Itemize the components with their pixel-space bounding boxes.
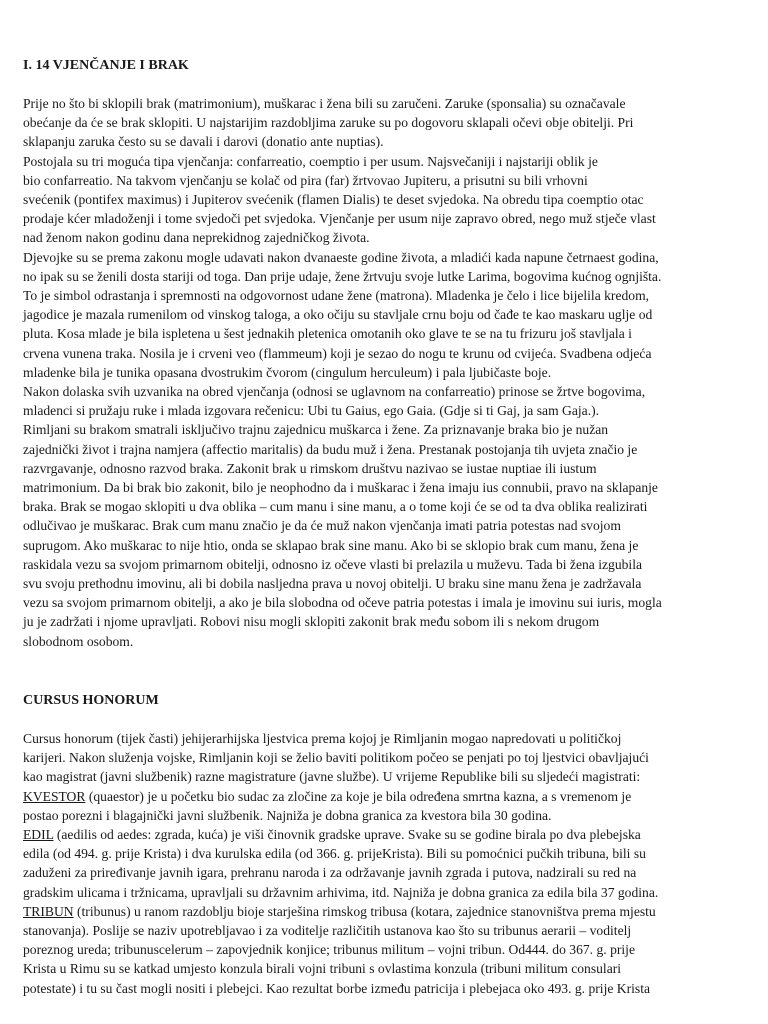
- text-line: potestate) i tu su čast mogli nositi i plebejci. Kao rezultat borbe između patricija i plebejaca oko 493. g. prije Krista: [23, 980, 651, 996]
- section-body-cursus-honorum: [23, 729, 751, 998]
- edil-term: EDIL: [23, 826, 54, 842]
- text-line: kao magistrat (javni službenik) razne magistrature (javne službe). U vrijeme Republike bili su sljedeći magistrati:: [23, 769, 641, 785]
- text-line: mladenke bila je tunika opasana dvostrukim čvorom (cingulum herculeum) i pala ljubičaste boje.: [23, 364, 552, 380]
- text-line: Cursus honorum (tijek časti) jehijerarhijska ljestvica prema kojoj je Rimljanin mogao napredovati u političkoj: [23, 730, 622, 746]
- edil-line: [23, 825, 751, 844]
- text-line: crvena vunena traka. Nosila je i crveni veo (flammeum) koji je sezao do nogu te krunu od cvijeća. Svadbena odjeća: [23, 345, 652, 361]
- text-line: braka. Brak se mogao sklopiti u dva oblika – cum manu i sine manu, a o tome koji će se od ta dva oblika realizirati: [23, 499, 648, 515]
- tribun-term: TRIBUN: [23, 903, 74, 919]
- text-line: gradskim ulicama i tržnicama, upravljali su državnim arhivima, itd. Najniža je dobna granica za edila bila 37 godina.: [23, 884, 659, 900]
- text-line: edila (od 494. g. prije Krista) i dva kurulska edila (od 366. g. prijeKrista). Bili su pomoćnici pučkih tribuna, bili su: [23, 846, 646, 862]
- text-line: matrimonium. Da bi brak bio zakonit, bilo je neophodno da i muškarac i žena imaju ius connubii, pravo na sklapanje: [23, 480, 658, 496]
- text-line: karijeri. Nakon služenja vojske, Rimljanin koji se želio baviti politikom počeo se penjati po toj ljestvici obavljajući: [23, 750, 649, 766]
- text-line: slobodnom osobom.: [23, 633, 134, 649]
- section-title-vjencanje: I. 14 VJENČANJE I BRAK: [23, 58, 189, 73]
- tribun-text: (tribunus) u ranom razdoblju bioje starješina rimskog tribusa (kotara, zajednice stanovništva prema mjestu: [73, 903, 656, 919]
- text-line: Krista u Rimu su se katkad umjesto konzula birali vojni tribuni s ovlastima konzula (tribuni militum consulari: [23, 961, 622, 977]
- text-line: obećanje da će se brak sklopiti. U najstarijim razdobljima zaruke su po dogovoru sklapali očevi obje obitelji. Pri: [23, 115, 634, 131]
- text-line: prodaje kćer mladoženji i tome svjedoči pet svjedoka. Vjenčanje per usum nije zapravo obred, nego muž stječe vlast: [23, 211, 656, 227]
- text-line: stanovanja). Poslije se naziv upotrebljavao i za voditelje različitih ustanova kao što su tribunus aerarii – voditelj: [23, 922, 632, 938]
- text-line: svećenik (pontifex maximus) i Jupiterov svećenik (flamen Dialis) te deset svjedoka. Na obredu tipa coemptio otac: [23, 192, 644, 208]
- text-line: bio confarreatio. Na takvom vjenčanju se kolač od pira (far) žrtvovao Jupiteru, a prisutni su bili vrhovni: [23, 172, 588, 188]
- section-title-cursus-honorum: CURSUS HONORUM: [23, 692, 159, 708]
- section-gap: [23, 651, 751, 671]
- text-line: Postojala su tri moguća tipa vjenčanja: confarreatio, coemptio i per usum. Najsvečaniji i najstariji oblik je: [23, 153, 598, 169]
- text-line: svu svoju prethodnu imovinu, ali bi dobila nasljedna prava u novoj obitelji. U braku sine manu žena je zadržavala: [23, 576, 642, 592]
- text-line: suprugom. Ako muškarac to nije htio, onda se sklapao brak sine manu. Ako bi se sklopio brak cum manu, žena je: [23, 537, 639, 553]
- text-line: Rimljani su brakom smatrali isključivo trajnu zajednicu muškarca i žene. Za priznavanje braka bio je nužan: [23, 422, 609, 438]
- text-line: zajednički život i trajna namjera (affectio maritalis) da budu muž i žena. Prestanak postojanja tih uvjeta značio je: [23, 441, 638, 457]
- text-line: zaduženi za priređivanje javnih igara, prehranu naroda i za održavanje javnih zgrada i putova, nadzirali su red na: [23, 865, 637, 881]
- kvestor-term: KVESTOR: [23, 788, 86, 804]
- text-line: postao porezni i blagajnički javni službenik. Najniža je dobna granica za kvestora bila 30 godina.: [23, 807, 552, 823]
- section-gap: [23, 671, 751, 691]
- text-line: To je simbol odrastanja i spremnosti na odgovornost udane žene (matrona). Mladenka je čelo i lice bijelila kredom,: [23, 288, 650, 304]
- text-line: Prije no što bi sklopili brak (matrimonium), muškarac i žena bili su zaručeni. Zaruke (sponsalia) su označavale: [23, 96, 626, 111]
- text-line: poreznog ureda; tribunuscelerum – zapovjednik konjice; tribunus militum – vojni tribun. Od444. do 367. g. prije: [23, 942, 635, 958]
- text-line: ju je zadržati i njome upravljati. Robovi nisu mogli sklopiti zakonit brak među sobom ili s nekom drugom: [23, 614, 600, 630]
- text-line: nad ženom nakon godinu dana neprekidnog zajedničkog života.: [23, 230, 370, 246]
- text-line: sklapanju zaruka često su se davali i darovi (donatio ante nuptias).: [23, 134, 384, 150]
- tribun-line: [23, 902, 751, 921]
- text-line: raskidala vezu sa svojom primarnom obitelji, odnosno iz očeve vlasti bi prelazila u muževu. Tada bi žena izgubila: [23, 556, 643, 572]
- text-line: odlučivao je muškarac. Brak cum manu značio je da će muž nakon vjenčanja imati patria potestas nad svojom: [23, 518, 621, 534]
- text-line: razvrgavanje, odnosno razvod braka. Zakonit brak u rimskom društvu nazivao se iustae nuptiae ili iustum: [23, 460, 597, 476]
- kvestor-text: (quaestor) je u početku bio sudac za zločine za koje je bila određena smrtna kazna, a s vremenom je: [85, 788, 632, 804]
- kvestor-line: [23, 787, 751, 806]
- document-page: [23, 56, 751, 998]
- text-line: pluta. Kosa mlade je bila ispletena u šest jednakih pletenica omotanih oko glave te se na tu frizuru još stavljala i: [23, 326, 632, 342]
- text-line: Nakon dolaska svih uzvanika na obred vjenčanja (odnosi se uglavnom na confarreatio) prinose se žrtve bogovima,: [23, 384, 646, 400]
- text-line: no ipak su se ženili dosta stariji od toga. Dan prije udaje, žene žrtvuju svoje lutke Larima, bogovima kućnog ognjišta.: [23, 268, 662, 284]
- edil-text: (aedilis od aedes: zgrada, kuća) je viši činovnik gradske uprave. Svake su se godine birala po dva plebejska: [53, 826, 641, 842]
- text-line: vezu sa svojom primarnom obitelji, a ako je bila slobodna od očeve patria potestas i imala je imovinu sui iuris, mogla: [23, 595, 662, 611]
- text-line: mladenci si pružaju ruke i mlada izgovara rečenicu: Ubi tu Gaius, ego Gaia. (Gdje si ti Gaj, ja sam Gaja.).: [23, 403, 600, 419]
- text-line: jagodice je mazala rumenilom od vinskog taloga, a oko očiju su stavljale crnu boju od čađe te kao maskaru uglje od: [23, 307, 653, 323]
- text-line: Djevojke su se prema zakonu mogle udavati nakon dvanaeste godine života, a mladići kada napune četrnaest godina,: [23, 249, 659, 265]
- section-body-vjencanje: [23, 94, 751, 651]
